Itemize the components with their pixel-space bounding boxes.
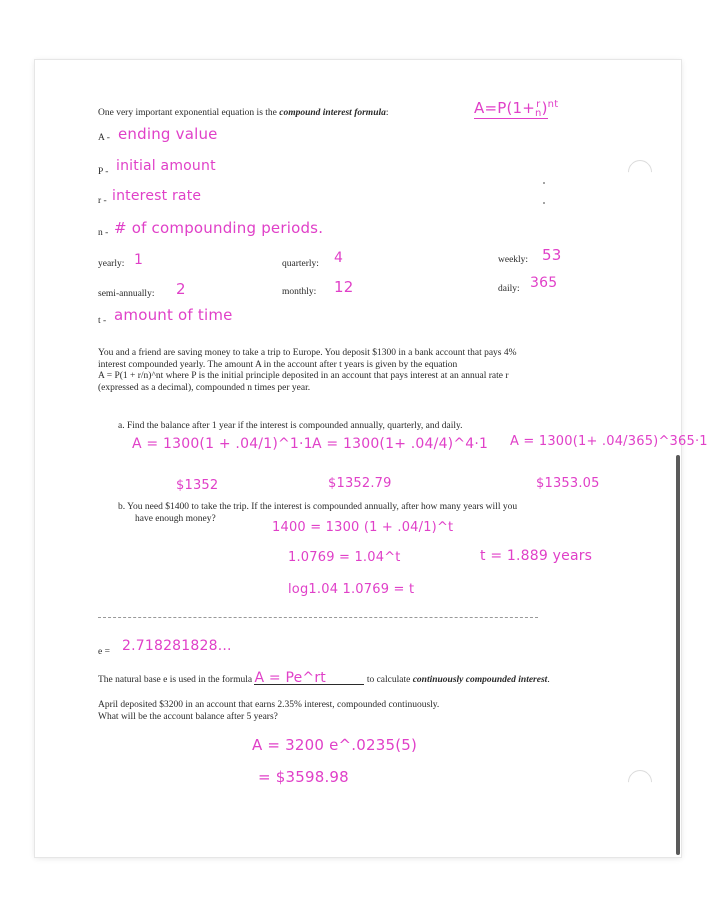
part-a-work-quarterly: A = 1300(1+ .04/4)^4·1 (312, 436, 489, 452)
part-b-question-line-1: b. You need $1400 to take the trip. If the interest is compounded annually, after how many years will you (118, 502, 518, 512)
natural-answer: A = Pe^rt (254, 672, 364, 685)
yearly-label: yearly: (98, 259, 125, 269)
natural-post: to calculate (364, 675, 413, 685)
section-divider (98, 617, 538, 618)
natural-pre: The natural base e is used in the formula (98, 675, 255, 685)
def-var-p: P - (98, 167, 109, 177)
natural-base-line (98, 672, 550, 686)
problem-line-1: You and a friend are saving money to take a trip to Europe. You deposit $1300 in a bank account that pays 4% (98, 348, 517, 358)
monthly-label: monthly: (282, 287, 317, 297)
part-a-work-annual: A = 1300(1 + .04/1)^1·1 (132, 436, 313, 452)
part-a-question: a. Find the balance after 1 year if the interest is compounded annually, quarterly, and daily. (118, 421, 463, 431)
def-var-a: A - (98, 133, 110, 143)
natural-term: continuously compounded interest (412, 675, 548, 685)
monthly-answer: 12 (334, 278, 354, 296)
semi-answer: 2 (176, 280, 186, 298)
intro-line (98, 107, 389, 119)
intro-term: compound interest formula (279, 108, 386, 118)
natural-end: . (547, 675, 550, 685)
problem-line-3: A = P(1 + r/n)^nt where P is the initial principle deposited in an account that pays interest at an annual rate r (98, 371, 509, 381)
def-answer-r: interest rate (112, 188, 202, 204)
def-var-r: r - (98, 196, 107, 206)
part-b-work-2: 1.0769 = 1.04^t (288, 550, 401, 565)
def-answer-n: # of compounding periods. (114, 219, 324, 237)
part-a-work-daily: A = 1300(1+ .04/365)^365·1 (510, 434, 708, 449)
daily-answer: 365 (530, 275, 558, 291)
speck (543, 182, 545, 184)
daily-label: daily: (498, 284, 520, 294)
intro-text: One very important exponential equation is the (98, 108, 280, 118)
problem-paragraph (98, 348, 658, 394)
e-answer: 2.718281828... (122, 638, 232, 654)
problem-line-2: interest compounded yearly. The amount A in the account after t years is given by the equation (98, 359, 458, 370)
weekly-answer: 53 (542, 246, 562, 264)
quarterly-answer: 4 (334, 250, 344, 266)
part-b-answer: t = 1.889 years (480, 548, 593, 564)
def-answer-p: initial amount (116, 158, 216, 174)
part-b-question-line-2: have enough money? (135, 513, 216, 524)
e-label: e = (98, 647, 110, 657)
def-answer-t: amount of time (114, 306, 233, 324)
def-answer-a: ending value (118, 125, 218, 143)
part-a-answer-annual: $1352 (176, 478, 219, 493)
formula-answer: A=P(1+r n)$^{nt}$ (474, 98, 559, 119)
part-a-answer-quarterly: $1352.79 (328, 476, 392, 491)
semi-label: semi-annually: (98, 289, 155, 299)
scrollbar[interactable] (676, 455, 680, 855)
april-answer: = $3598.98 (258, 768, 349, 786)
weekly-label: weekly: (498, 255, 529, 265)
april-problem (98, 700, 658, 723)
intro-colon: : (385, 108, 389, 118)
speck (543, 202, 545, 204)
april-work: A = 3200 e^.0235(5) (252, 736, 418, 754)
quarterly-label: quarterly: (282, 259, 319, 269)
part-a-answer-daily: $1353.05 (536, 476, 600, 491)
problem-line-4: (expressed as a decimal), compounded n times per year. (98, 382, 311, 393)
def-var-n: n - (98, 228, 109, 238)
april-line-2: What will be the account balance after 5 years? (98, 711, 278, 722)
def-var-t: t - (98, 316, 107, 326)
yearly-answer: 1 (134, 252, 144, 268)
part-b-work-3: log1.04 1.0769 = t (288, 582, 415, 597)
april-line-1: April deposited $3200 in an account that earns 2.35% interest, compounded continuously. (98, 700, 440, 710)
part-b-work-1: 1400 = 1300 (1 + .04/1)^t (272, 520, 454, 535)
